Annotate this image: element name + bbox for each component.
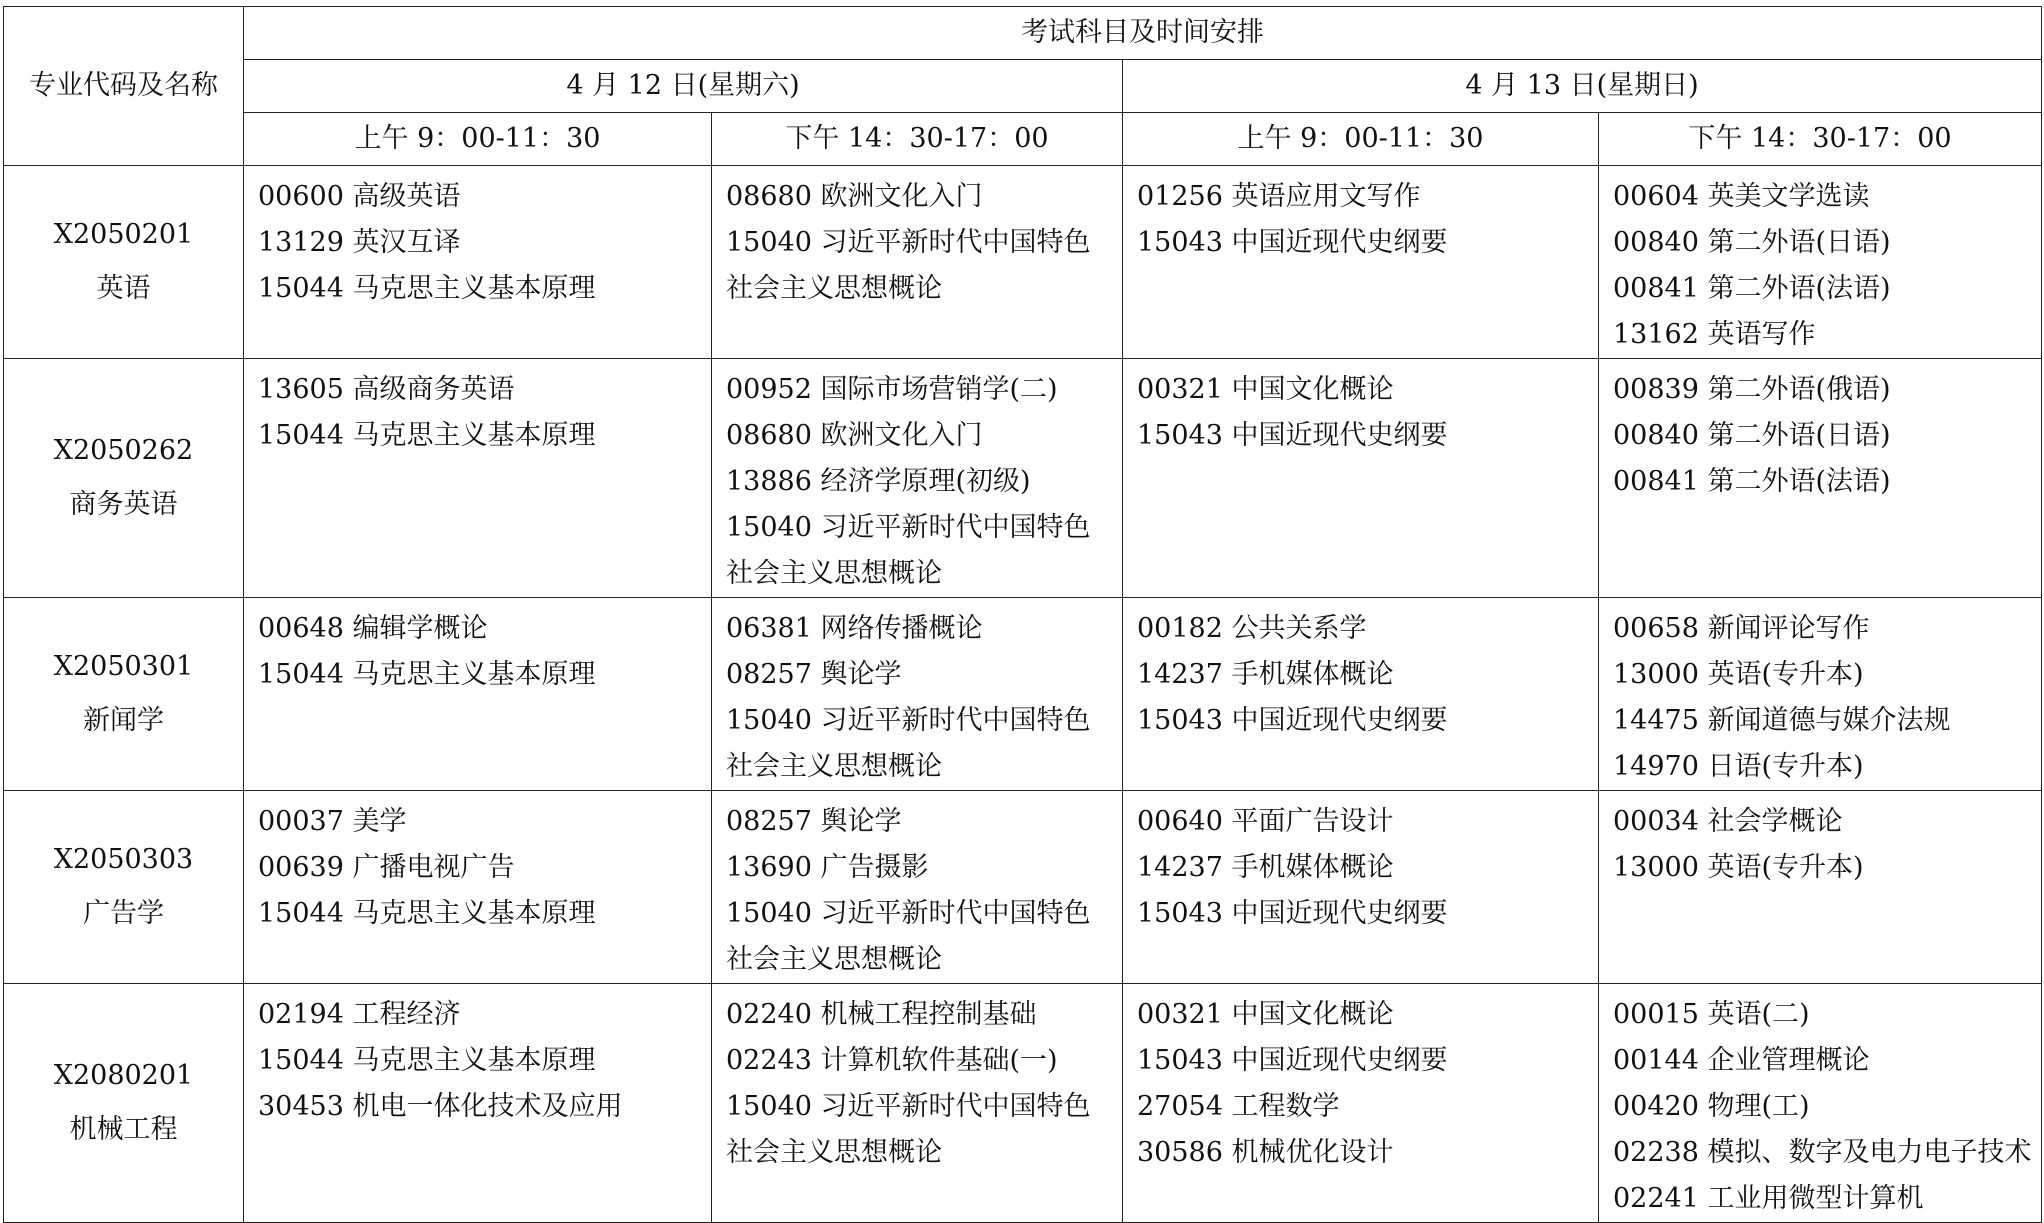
day-header-2: 4 月 13 日(星期日) (1123, 60, 2042, 113)
course-item: 00420 物理(工) (1613, 1091, 1810, 1122)
major-cell (4, 166, 244, 359)
course-item: 00952 国际市场营销学(二) (726, 374, 1058, 405)
course-item: 02240 机械工程控制基础 (726, 999, 1037, 1030)
table-row (4, 359, 2042, 598)
major-column-header: 专业代码及名称 (4, 7, 244, 166)
course-item: 14970 日语(专升本) (1613, 751, 1864, 782)
course-item: 02238 模拟、数字及电力电子技术 (1613, 1137, 2032, 1168)
major-cell (4, 984, 244, 1223)
session-courses-cell (244, 598, 712, 791)
course-item: 00840 第二外语(日语) (1613, 420, 1891, 451)
course-item: 社会主义思想概论 (726, 751, 942, 782)
course-item: 30453 机电一体化技术及应用 (258, 1091, 623, 1122)
day-header-1: 4 月 12 日(星期六) (244, 60, 1123, 113)
course-item: 15044 马克思主义基本原理 (258, 659, 596, 690)
course-item: 15040 习近平新时代中国特色 (726, 512, 1091, 543)
course-item: 00648 编辑学概论 (258, 613, 488, 644)
course-item: 00037 美学 (258, 806, 407, 837)
course-item: 15043 中国近现代史纲要 (1137, 420, 1448, 451)
course-item: 02241 工业用微型计算机 (1613, 1183, 1924, 1214)
course-item: 00321 中国文化概论 (1137, 999, 1394, 1030)
session-courses-cell (712, 166, 1123, 359)
course-item: 15044 马克思主义基本原理 (258, 898, 596, 929)
major-code: X2050303 (53, 844, 194, 875)
session-courses-cell (244, 984, 712, 1223)
session-courses-cell (244, 791, 712, 984)
course-item: 13000 英语(专升本) (1613, 659, 1864, 690)
course-item: 14237 手机媒体概论 (1137, 659, 1394, 690)
course-item: 13000 英语(专升本) (1613, 852, 1864, 883)
session-courses-cell (1123, 359, 1599, 598)
major-cell (4, 791, 244, 984)
course-item: 15040 习近平新时代中国特色 (726, 227, 1091, 258)
course-item: 00841 第二外语(法语) (1613, 466, 1891, 497)
session-header-day1-morning: 上午 9：00-11：30 (244, 113, 712, 166)
course-item: 01256 英语应用文写作 (1137, 181, 1421, 212)
session-courses-cell (712, 984, 1123, 1223)
table-row (4, 984, 2042, 1223)
session-courses-cell (1123, 598, 1599, 791)
course-item: 02243 计算机软件基础(一) (726, 1045, 1058, 1076)
exam-schedule-table (3, 6, 2042, 1223)
course-item: 00840 第二外语(日语) (1613, 227, 1891, 258)
session-header-day1-afternoon: 下午 14：30-17：00 (712, 113, 1123, 166)
table-row (4, 598, 2042, 791)
course-item: 00182 公共关系学 (1137, 613, 1367, 644)
major-code: X2050301 (53, 651, 194, 682)
major-code: X2050201 (53, 219, 194, 250)
course-item: 08680 欧洲文化入门 (726, 181, 983, 212)
course-item: 00600 高级英语 (258, 181, 461, 212)
course-item: 社会主义思想概论 (726, 558, 942, 589)
schedule-body (4, 166, 2042, 1223)
course-item: 15040 习近平新时代中国特色 (726, 898, 1091, 929)
session-header-day2-morning: 上午 9：00-11：30 (1123, 113, 1599, 166)
course-item: 社会主义思想概论 (726, 1137, 942, 1168)
session-courses-cell (712, 598, 1123, 791)
session-courses-cell (1599, 598, 2042, 791)
course-item: 13605 高级商务英语 (258, 374, 515, 405)
course-item: 15043 中国近现代史纲要 (1137, 227, 1448, 258)
course-item: 08257 舆论学 (726, 806, 902, 837)
course-item: 00034 社会学概论 (1613, 806, 1843, 837)
course-item: 15040 习近平新时代中国特色 (726, 1091, 1091, 1122)
course-item: 14475 新闻道德与媒介法规 (1613, 705, 1951, 736)
course-item: 00321 中国文化概论 (1137, 374, 1394, 405)
major-name: 广告学 (83, 898, 164, 929)
major-name: 新闻学 (83, 705, 164, 736)
course-item: 13162 英语写作 (1613, 319, 1816, 350)
course-item: 06381 网络传播概论 (726, 613, 983, 644)
table-row (4, 791, 2042, 984)
course-item: 00640 平面广告设计 (1137, 806, 1394, 837)
course-item: 13129 英汉互译 (258, 227, 461, 258)
session-courses-cell (1599, 984, 2042, 1223)
major-code: X2050262 (53, 435, 194, 466)
major-cell (4, 359, 244, 598)
course-item: 13690 广告摄影 (726, 852, 929, 883)
course-item: 14237 手机媒体概论 (1137, 852, 1394, 883)
session-courses-cell (1123, 166, 1599, 359)
table-row (4, 166, 2042, 359)
course-item: 15043 中国近现代史纲要 (1137, 705, 1448, 736)
course-item: 08680 欧洲文化入门 (726, 420, 983, 451)
course-item: 15044 马克思主义基本原理 (258, 420, 596, 451)
session-courses-cell (1123, 791, 1599, 984)
course-item: 15044 马克思主义基本原理 (258, 273, 596, 304)
course-item: 15044 马克思主义基本原理 (258, 1045, 596, 1076)
course-item: 00639 广播电视广告 (258, 852, 515, 883)
course-item: 00604 英美文学选读 (1613, 181, 1870, 212)
major-name: 商务英语 (69, 489, 178, 520)
course-item: 30586 机械优化设计 (1137, 1137, 1394, 1168)
major-name: 机械工程 (69, 1114, 178, 1145)
course-item: 13886 经济学原理(初级) (726, 466, 1031, 497)
session-courses-cell (1599, 359, 2042, 598)
course-item: 00839 第二外语(俄语) (1613, 374, 1891, 405)
course-item: 00841 第二外语(法语) (1613, 273, 1891, 304)
session-courses-cell (244, 166, 712, 359)
session-courses-cell (1123, 984, 1599, 1223)
course-item: 00658 新闻评论写作 (1613, 613, 1870, 644)
major-code: X2080201 (53, 1060, 194, 1091)
course-item: 27054 工程数学 (1137, 1091, 1340, 1122)
session-courses-cell (712, 359, 1123, 598)
session-courses-cell (244, 359, 712, 598)
course-item: 社会主义思想概论 (726, 273, 942, 304)
course-item: 15043 中国近现代史纲要 (1137, 1045, 1448, 1076)
course-item: 15043 中国近现代史纲要 (1137, 898, 1448, 929)
course-item: 15040 习近平新时代中国特色 (726, 705, 1091, 736)
course-item: 08257 舆论学 (726, 659, 902, 690)
course-item: 00144 企业管理概论 (1613, 1045, 1870, 1076)
session-courses-cell (1599, 791, 2042, 984)
session-courses-cell (712, 791, 1123, 984)
session-courses-cell (1599, 166, 2042, 359)
major-cell (4, 598, 244, 791)
exam-schedule-title: 考试科目及时间安排 (244, 7, 2042, 60)
course-item: 02194 工程经济 (258, 999, 461, 1030)
major-name: 英语 (96, 273, 151, 304)
session-header-day2-afternoon: 下午 14：30-17：00 (1599, 113, 2042, 166)
course-item: 社会主义思想概论 (726, 944, 942, 975)
course-item: 00015 英语(二) (1613, 999, 1810, 1030)
